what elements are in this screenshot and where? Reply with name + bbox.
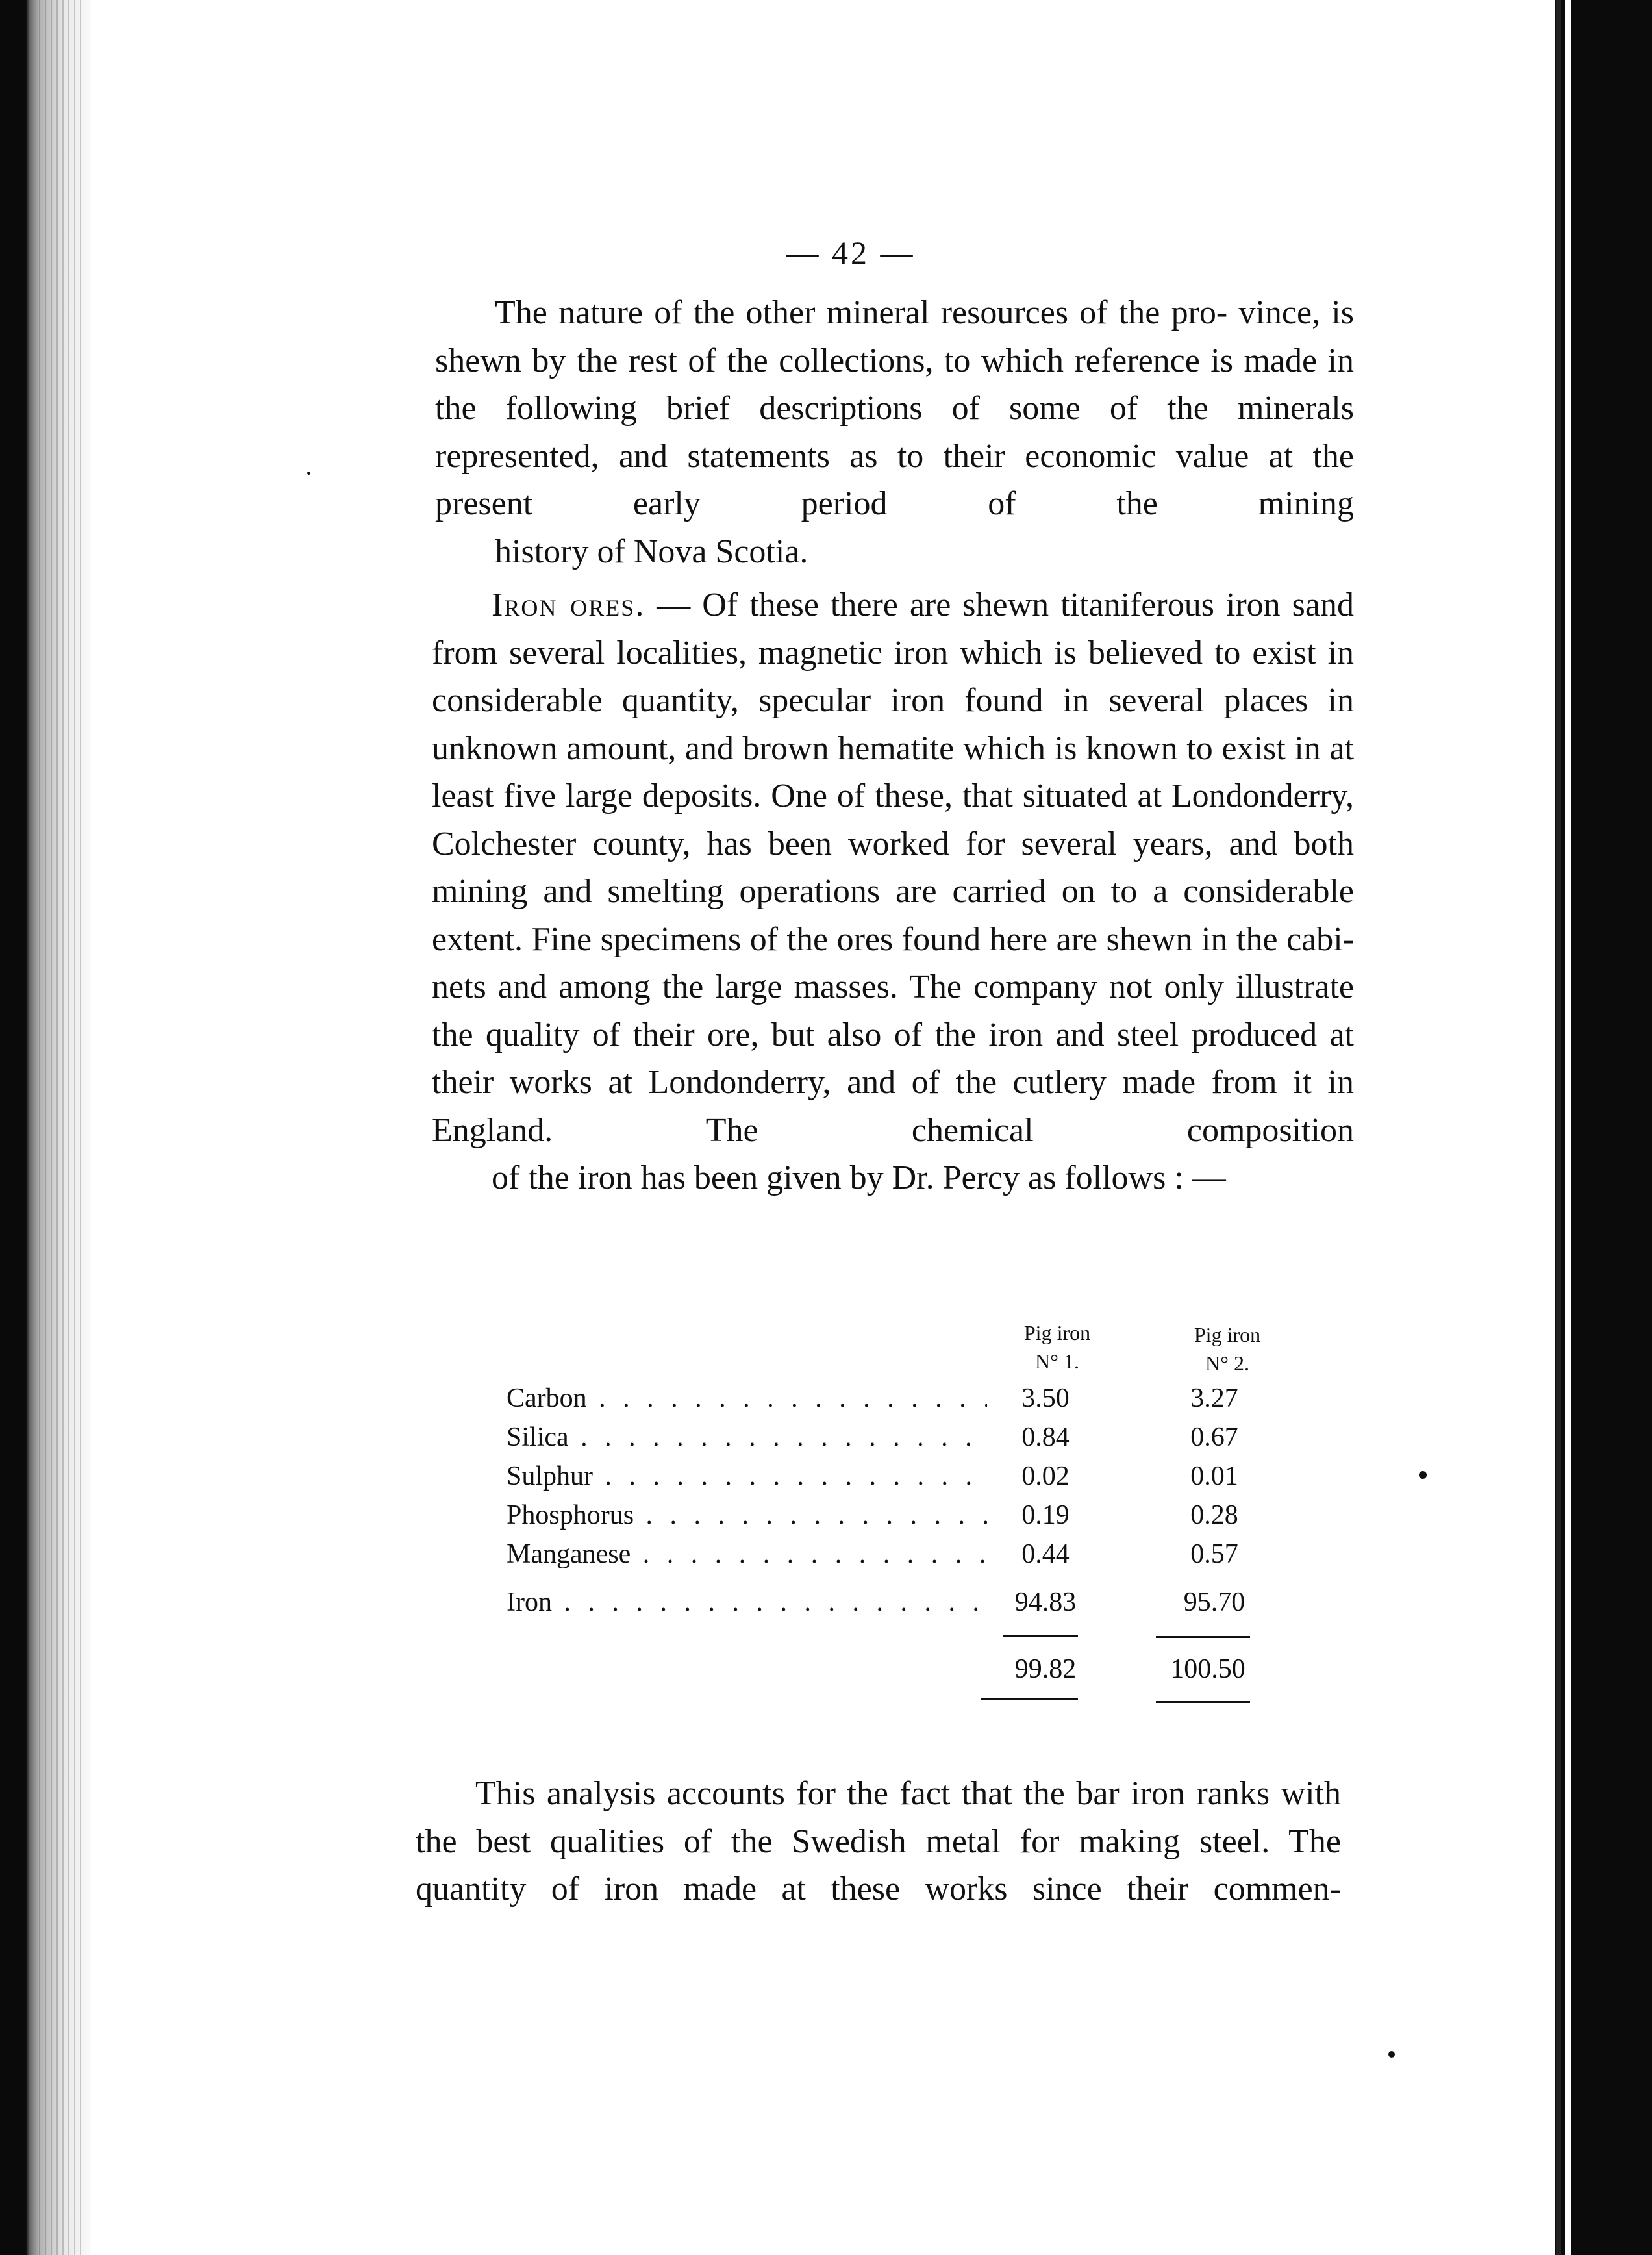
text-line: cutlery made from it in England. The chemical composition [432,1064,1354,1149]
text-line: vince, is shewn by the rest of the collections, to which [435,294,1354,379]
text-line: history of Nova Scotia. [495,533,808,570]
value-pig-iron-1: 0.44 [1021,1539,1070,1569]
table-row [507,1535,1286,1574]
text-line: The quantity of iron made at these works since their commen- [416,1822,1341,1908]
column-header-line: Pig iron [1194,1323,1261,1346]
scan-speck [1419,1471,1427,1479]
value-pig-iron-1: 0.84 [1021,1422,1070,1452]
element-label: Iron . . . [507,1583,987,1622]
text-line: of the minerals represented, and statements as to their [435,390,1354,475]
column-header-line: N° 1. [1035,1350,1079,1373]
text-line: has been worked for several years, and both mining and [432,825,1354,910]
text-line: steel produced at their works at Londonderry, and of the [432,1016,1354,1101]
table-row [507,1496,1286,1535]
value-pig-iron-2: 3.27 [1190,1383,1238,1413]
value-pig-iron-2: 0.67 [1190,1422,1238,1452]
text-line: smelting operations are carried on to a considerable extent. [432,873,1355,958]
section-heading-iron-ores: Iron ores. [492,586,645,624]
scan-speck [1388,2051,1395,2058]
text-line: illustrate the quality of their ore, but also of the iron and [432,968,1355,1053]
text-line: economic value at the present early period of the mining [435,437,1355,522]
element-label: Sulphur . . . [507,1457,987,1496]
text-line: several places in unknown amount, and brown hematite [432,682,1354,767]
sum-rule-bottom-2 [1156,1701,1250,1703]
text-line: The nature of the other mineral resources of the pro- [495,294,1228,331]
column-header-line: Pig iron [1023,1321,1091,1344]
element-label: Manganese . . . [507,1535,987,1574]
text-line: — Of these there are shewn titaniferous iron [645,586,1281,624]
scan-speck [307,472,310,475]
value-pig-iron-2: 0.01 [1190,1461,1238,1491]
sum-rule-top-2 [1156,1636,1250,1638]
value-pig-iron-2: 0.57 [1190,1539,1238,1569]
table-row [507,1457,1286,1496]
page-number: — 42 — [786,234,916,271]
column-header-pig-iron-1 [992,1318,1122,1376]
paragraph-iron-ores [432,581,1354,1202]
column-header-pig-iron-2 [1162,1320,1292,1378]
sum-rule-bottom-1 [981,1698,1078,1700]
value-pig-iron-1: 3.50 [1021,1383,1070,1413]
value-pig-iron-2: 95.70 [1183,1587,1245,1617]
text-line: with the best qualities of the Swedish metal for making steel. [416,1775,1342,1860]
table-row [507,1583,1286,1622]
value-pig-iron-1: 94.83 [1014,1587,1077,1617]
sum-rule-top-1 [1003,1635,1078,1637]
text-line: of the iron has been given by Dr. Percy as follows : — [492,1159,1226,1196]
total-pig-iron-2: 100.50 [1170,1654,1245,1684]
text-line: nets and among the large masses. The company not only [432,968,1224,1005]
total-pig-iron-1: 99.82 [1014,1654,1077,1684]
element-label: Silica . . . [507,1418,987,1457]
table-row [507,1418,1286,1457]
paragraph-mineral-resources [435,289,1354,575]
table-row [507,1379,1286,1418]
element-label: Carbon . . . [507,1379,987,1418]
text-line: sand from several localities, magnetic iron which is believed [432,586,1354,672]
text-line: to exist in considerable quantity, specular iron found in [432,634,1355,719]
element-label: Phosphorus . . . [507,1496,987,1535]
text-line: which is known to exist in at least five large deposits. One [432,729,1354,814]
value-pig-iron-2: 0.28 [1190,1500,1238,1530]
column-header-line: N° 2. [1205,1352,1249,1375]
text-line: Fine specimens of the ores found here are shewn in the cabi- [531,920,1354,958]
text-line: of these, that situated at Londonderry, Colchester county, [432,777,1355,863]
text-line: This analysis accounts for the fact that the bar iron ranks [475,1775,1270,1812]
value-pig-iron-1: 0.19 [1021,1500,1070,1530]
paragraph-analysis-conclusion [416,1770,1341,1913]
text-line: reference is made in the following brief descriptions of some [435,342,1354,427]
value-pig-iron-1: 0.02 [1021,1461,1070,1491]
